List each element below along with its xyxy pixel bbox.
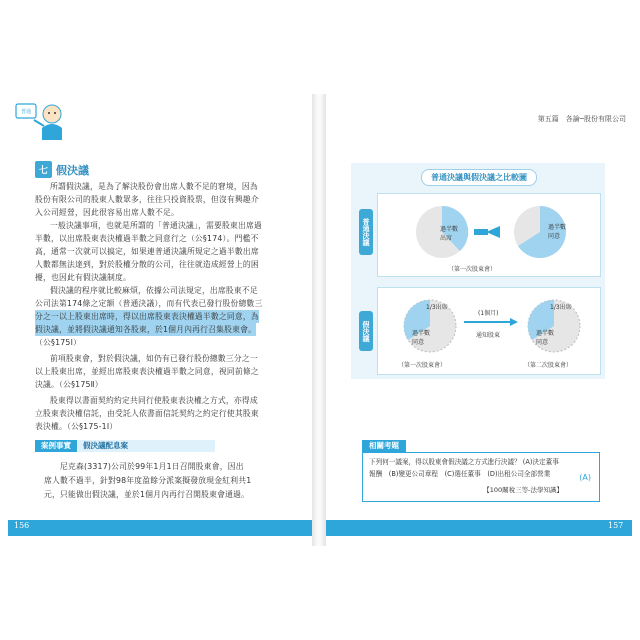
- fake-label: 假決議: [359, 311, 373, 351]
- case-line: 席人數不過半，針對98年度盈餘分派案擬發放現金紅利共1: [44, 476, 252, 485]
- paragraph-line: 人數都無法達到，對於股權分散的公司，往往就造成經營上的困: [35, 260, 259, 269]
- arrow-label: (1個月): [478, 310, 499, 317]
- section-title: 假決議: [56, 163, 89, 177]
- section-number: 七: [35, 161, 52, 178]
- case-line: 元，只能做出假決議，並於1個月內再行召開股東會通過。: [44, 490, 250, 499]
- mascot-illustration: [14, 100, 66, 140]
- pie-label: 過半數同意: [536, 330, 555, 346]
- paragraph-line: 股東得以書面契約約定共同行使股東表決權之方式，亦得成: [50, 396, 258, 405]
- paragraph-line: 立股東表決權信託，由受託人依書面信託契約之約定行使其股東: [35, 409, 259, 418]
- quiz-question-line: 報酬 (B)變更公司章程 (C)選任董事 (D)出租公司全部營業: [369, 470, 551, 478]
- case-header: [35, 440, 215, 452]
- highlighted-line: 分之一以上股東出席時，得以出席股東表決權過半數之同意，為: [35, 310, 259, 323]
- pie-label: 1/3出席: [550, 304, 572, 311]
- pie-label: 過半數出席: [440, 226, 459, 242]
- paragraph-line: 以上股東出席，並經出席股東表決權過半數之同意，視同前條之: [35, 367, 259, 376]
- meeting-caption: （第一次股東會）: [448, 266, 497, 273]
- pie-label: 1/3出席: [426, 304, 448, 311]
- paragraph-line: 股份有限公司的股東人數眾多，往往只投資股票，但沒有興趣介: [35, 195, 259, 204]
- quiz-content: [362, 452, 600, 502]
- case-line: 尼克森(3317)公司於99年1月1日召開股東會，因出: [60, 462, 244, 471]
- fake-panel: [377, 287, 601, 375]
- paragraph-line: 半數，以出席股東表決權過半數之同意行之（公§174）。門檻不: [35, 234, 259, 243]
- pie-label: 過半數同意: [412, 330, 431, 346]
- paragraph-line: 前項股東會，對於假決議，如仍有已發行股份總數三分之一: [50, 354, 258, 363]
- paragraph-line: 所謂假決議，是為了解決股份會出席人數不足的窘境，因為: [50, 182, 258, 191]
- paragraph-line: 公司法第174條之定額（普通決議），而有代表已發行股份總數三: [35, 299, 263, 308]
- paragraph-line: 高，通常一次就可以搞定，如果連普通決議所規定之過半數出席: [35, 247, 259, 256]
- quiz-question-line: 下列何一議案，得以股東會假決議之方式進行決議？ (A)決定董事: [369, 458, 559, 466]
- related-exam-box: [362, 440, 600, 502]
- svg-text:普通: 普通: [20, 109, 32, 115]
- ordinary-label: 普通決議: [359, 209, 373, 255]
- page-number-left: 156: [14, 521, 30, 530]
- meeting-caption: （第二次股東會）: [524, 362, 573, 369]
- quiz-source: 【100關稅三等-法學知識】: [483, 486, 563, 494]
- paragraph-line: 一般決議事項，也就是所謂的「普通決議」，需要股東出席過: [50, 221, 263, 230]
- case-title: 假決議配息案: [77, 440, 215, 452]
- paragraph-line: 假決議的程序就比較麻煩，依據公司法規定，出席股東不足: [50, 286, 258, 295]
- paragraph-line: 表決權。（公§175-1Ⅰ）: [35, 422, 118, 431]
- highlighted-line: 假決議，並將假決議通知各股東，於1個月內再行召集股東會。: [35, 323, 256, 336]
- arrow-label: 通知股東: [476, 332, 501, 339]
- page-number-right: 157: [608, 521, 624, 530]
- case-tag: 案例事實: [35, 440, 77, 452]
- right-footer-bar: [326, 520, 632, 536]
- quiz-question: [369, 456, 565, 480]
- running-header: 第五篇 各論─股份有限公司: [537, 115, 626, 123]
- quiz-tag: 相關考題: [362, 440, 406, 452]
- pie-label: 過半數同意: [548, 224, 567, 240]
- paragraph-line: 決議。（公§175Ⅱ）: [35, 380, 103, 389]
- paragraph-line: 入公司經營，因此很容易出席人數不足。: [35, 208, 179, 217]
- quiz-answer: (A): [579, 473, 591, 482]
- comparison-diagram: [351, 163, 605, 379]
- paragraph-line: 擾，也因此有假決議制度。: [35, 273, 131, 282]
- meeting-caption: （第一次股東會）: [398, 362, 447, 369]
- ordinary-panel: [377, 193, 601, 277]
- section-heading: [35, 161, 89, 178]
- left-footer-bar: [8, 520, 312, 536]
- paragraph-line: （公§175Ⅰ）: [35, 338, 82, 347]
- diagram-title: 普通決議與假決議之比較圖: [421, 169, 537, 186]
- book-gutter: [312, 94, 326, 546]
